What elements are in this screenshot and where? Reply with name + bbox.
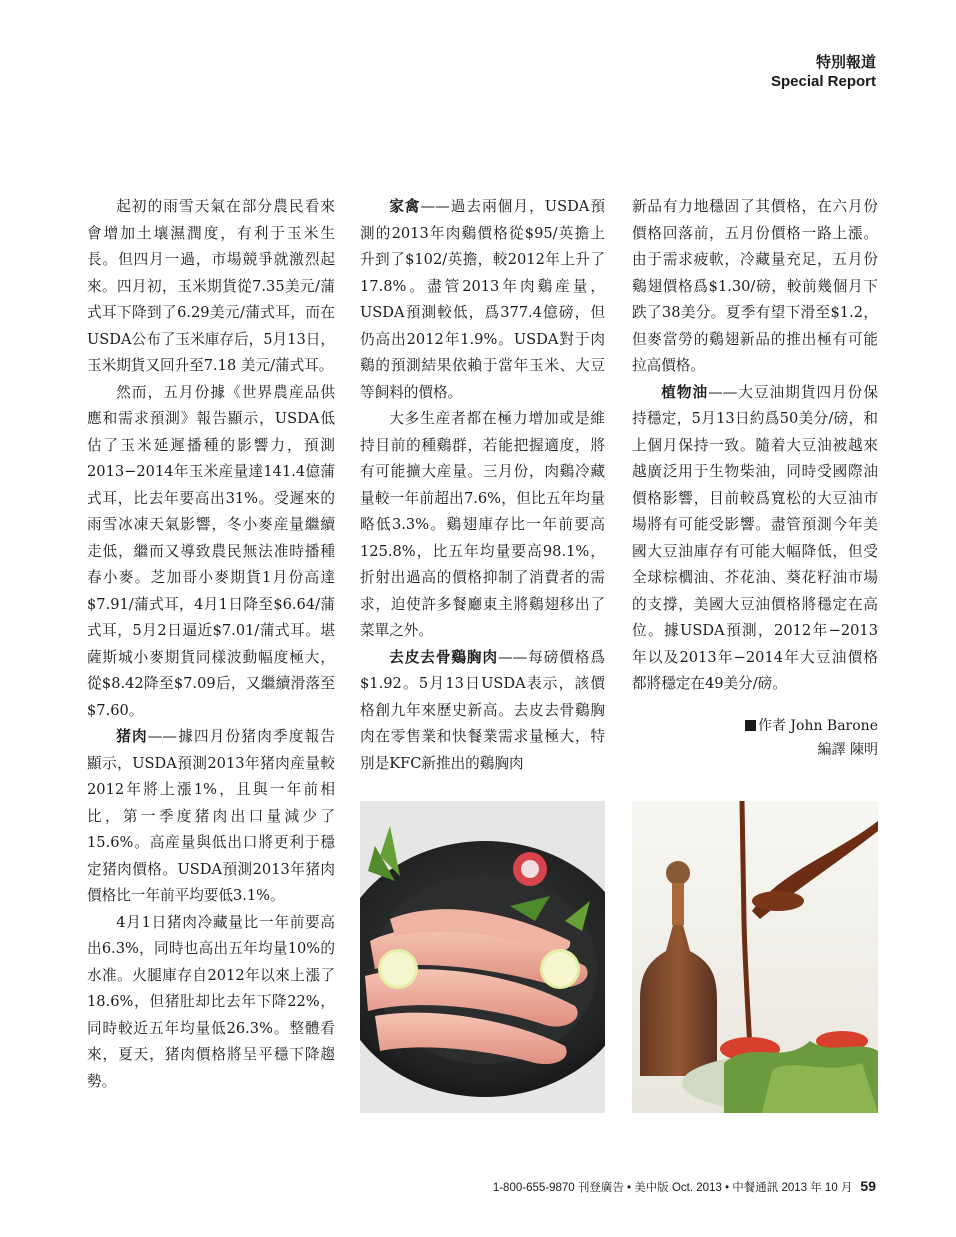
chicken-breast-heading: 去皮去骨鷄胸肉 <box>389 648 499 666</box>
vegetable-oil-heading: 植物油 <box>661 383 709 401</box>
page-footer <box>493 1178 876 1195</box>
author-line <box>632 714 878 738</box>
section-header <box>771 52 876 92</box>
poultry-heading: 家禽 <box>389 198 421 215</box>
footer-text: 1-800-655-9870 刊登廣告 • 美中版 Oct. 2013 • 中餐通訊 2013 年 10 月 <box>492 1182 853 1194</box>
author-name: 作者 John Barone <box>757 717 878 734</box>
page-number: 59 <box>860 1178 876 1194</box>
paragraph-pork-storage: 4月1日猪肉冷藏量比一年前要高出6.3%，同時也高出五年均量10%的水准。火腿庫存自2012年以來上漲了18.6%，但猪肚却比去年下降22%，同時較近五年均量低26.3%。整體看來，夏天，猪肉價格將呈平穩下降趨勢。 <box>87 913 335 1090</box>
section-title-en: Special Report <box>770 73 876 90</box>
column-2 <box>360 194 605 777</box>
vegetable-oil-text: ——大豆油期貨四月份保持穩定，5月13日約爲50美分/磅，和上個月保持一致。隨着大豆油被越來越廣泛用于生物柴油，同時受國際油價格影響，目前較爲寬松的大豆油市場將有可能受影響。盡管預測今年美國大豆油庫存有可能大幅降低，但受全球棕櫚油、芥花油、葵花籽油市場的支撐，美國大豆油價格將穩定在高位。據USDA預測，2012年−2013年以及2013年−2014年大豆油價格都將穩定在49美分/磅。 <box>632 383 878 692</box>
column-1 <box>87 194 335 1095</box>
section-title-zh: 特別報道 <box>815 53 876 71</box>
chicken-breast-photo <box>360 801 605 1113</box>
paragraph-wings: 新品有力地穩固了其價格，在六月份價格回落前，五月份價格一路上漲。由于需求疲軟，冷藏量充足，五月份鷄翅價格爲$1.30/磅，較前幾個月下跌了38美分。夏季有望下滑至$1.2，但麥當勞的鷄翅新品的推出極有可能拉高價格。 <box>632 198 878 374</box>
poultry-text: ——過去兩個月，USDA預測的2013年肉鷄價格從$95/英擔上升到了$102/英擔，較2012年上升了17.8%。盡管2013年肉鷄産量，USDA預測較低，爲377.4億磅，但仍高出2012年1.9%。USDA對于肉鷄的預測結果依賴于當年玉米、大豆等飼料的價格。 <box>360 198 605 401</box>
paragraph-broilers: 大多生産者都在極力增加或是維持目前的種鷄群，若能把握適度，將有可能擴大産量。三月份，肉鷄冷藏量較一年前超出7.6%，但比五年均量略低3.3%。鷄翅庫存比一年前要高125.8%，比五年均量要高98.1%，折射出過高的價格抑制了消費者的需求，迫使許多餐廳東主將鷄翅移出了菜單之外。 <box>360 410 605 639</box>
paragraph-chicken-breast <box>360 645 605 778</box>
square-bullet-icon <box>745 720 756 731</box>
chicken-breast-text: ——每磅價格爲$1.92。5月13日USDA表示，該價格創九年來歷史新高。去皮去骨鷄胸肉在零售業和快餐業需求量極大，特別是KFC新推出的鷄胸肉 <box>360 648 605 772</box>
vegetable-oil-photo <box>632 801 878 1113</box>
paragraph-corn: 起初的雨雪天氣在部分農民看來會增加土壤濕潤度，有利于玉米生長。但四月一過，市場競爭就激烈起來。四月初，玉米期貨從7.35美元/蒲式耳下降到了6.29美元/蒲式耳，而在USDA公布了玉米庫存后，5月13日，玉米期貨又回升至7.18 美元/蒲式耳。 <box>87 198 335 374</box>
translator-line: 編譯 陳明 <box>817 741 878 758</box>
paragraph-poultry <box>360 194 605 406</box>
column-3 <box>632 194 878 762</box>
paragraph-vegetable-oil <box>632 380 878 698</box>
pork-heading: 猪肉 <box>116 728 148 745</box>
pork-text: ——據四月份猪肉季度報告顯示，USDA預測2013年猪肉産量較2012年將上漲1%，且與一年前相比，第一季度猪肉出口量減少了15.6%。高産量與低出口將更利于穩定猪肉價格。USDA預測2013年猪肉價格比一年前平均要低3.1%。 <box>87 728 335 904</box>
byline <box>632 714 878 762</box>
paragraph-wheat: 然而，五月份據《世界農産品供應和需求預測》報告顯示，USDA低估了玉米延遲播種的影響力，預測2013−2014年玉米産量達141.4億蒲式耳，比去年要高出31%。受遲來的雨雪冰凍天氣影響，冬小麥産量繼續走低，繼而又導致農民無法准時播種春小麥。芝加哥小麥期貨1月份高達$7.91/蒲式耳，4月1日降至$6.64/蒲式耳，5月2日逼近$7.01/蒲式耳。堪薩斯城小麥期貨同樣波動幅度極大，從$8.42降至$7.09后，又繼續滑落至$7.60。 <box>87 383 335 719</box>
paragraph-pork <box>87 724 335 910</box>
